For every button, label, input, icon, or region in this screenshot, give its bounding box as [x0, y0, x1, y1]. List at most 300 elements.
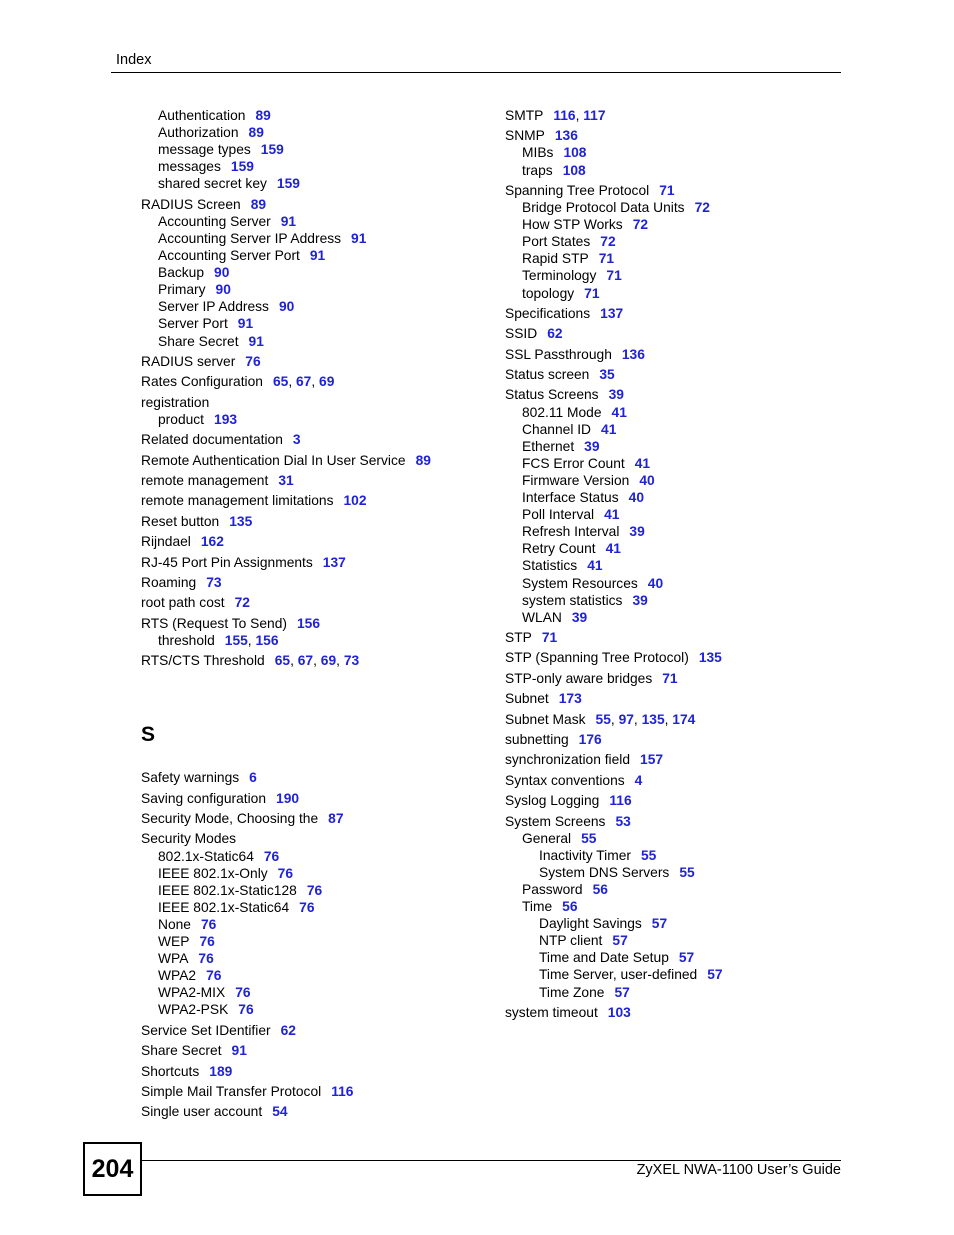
page-refs — [600, 306, 623, 321]
page-refs — [559, 691, 582, 706]
page-refs — [235, 595, 250, 610]
section-spacer — [141, 669, 431, 723]
page-link[interactable]: 67 — [295, 374, 312, 390]
page-link[interactable]: 76 — [277, 865, 294, 881]
page-link[interactable]: 55 — [581, 830, 597, 846]
page-link[interactable]: 87 — [328, 811, 344, 827]
index-term: WLAN — [522, 609, 562, 625]
page-refs — [635, 773, 643, 788]
page-link[interactable]: 71 — [541, 630, 558, 646]
index-term: Firmware Version — [522, 472, 630, 488]
page-refs — [206, 575, 221, 590]
index-term: Statistics — [522, 558, 578, 574]
page-link[interactable]: 55 — [641, 847, 657, 863]
index-entry — [141, 984, 431, 1001]
index-term: Time — [522, 899, 553, 915]
index-entry — [505, 127, 723, 144]
page-link[interactable]: 108 — [562, 162, 586, 178]
page-link[interactable]: 39 — [629, 524, 645, 540]
page-link[interactable]: 73 — [206, 574, 222, 590]
page-link[interactable]: 135 — [641, 711, 665, 727]
page-link[interactable]: 39 — [632, 592, 648, 608]
index-term: Specifications — [505, 305, 591, 321]
page-refs — [279, 299, 294, 314]
index-term: WPA2 — [158, 968, 197, 984]
index-term: How STP Works — [522, 217, 623, 233]
index-entry — [141, 830, 431, 847]
index-term: Accounting Server IP Address — [158, 230, 342, 246]
index-entry — [505, 346, 723, 363]
page-link[interactable]: 76 — [235, 985, 251, 1001]
page-refs — [351, 231, 366, 246]
page-link[interactable]: 72 — [632, 217, 649, 233]
page-link[interactable]: 91 — [248, 333, 264, 349]
page-link[interactable]: 54 — [272, 1104, 288, 1120]
index-term: shared secret key — [158, 176, 267, 192]
page-refs — [261, 142, 284, 157]
index-entry — [505, 233, 723, 250]
index-term: RTS/CTS Threshold — [141, 653, 265, 669]
page-refs — [199, 934, 214, 949]
section-spacer-after — [141, 747, 431, 769]
index-entry — [505, 649, 723, 666]
page-link[interactable]: 90 — [215, 282, 231, 298]
index-list-s-left — [141, 769, 431, 1120]
page-link[interactable]: 41 — [611, 404, 627, 420]
index-term: Interface Status — [522, 490, 619, 506]
page-refs — [278, 473, 293, 488]
index-entry — [505, 250, 723, 267]
index-entry — [141, 632, 431, 649]
page-link[interactable]: 57 — [678, 950, 695, 966]
index-term: Retry Count — [522, 541, 596, 557]
index-entry — [141, 353, 431, 370]
page-link[interactable]: 76 — [199, 934, 215, 949]
page-link[interactable]: 41 — [605, 541, 621, 557]
index-entry — [505, 932, 723, 949]
page-refs — [641, 848, 656, 863]
page-link[interactable]: 67 — [297, 653, 314, 669]
page-link[interactable]: 135 — [698, 650, 722, 666]
page-link[interactable]: 76 — [299, 899, 315, 915]
index-term: traps — [522, 162, 553, 178]
page-refs — [659, 183, 674, 198]
index-entry — [505, 386, 723, 403]
page-link[interactable]: 91 — [309, 248, 326, 264]
page-link[interactable]: 136 — [554, 128, 578, 144]
page-refs — [229, 514, 252, 529]
index-entry — [505, 792, 723, 809]
page-refs — [601, 422, 616, 437]
page-refs — [216, 282, 231, 297]
index-entry — [505, 915, 723, 932]
index-entry — [141, 769, 431, 786]
index-entry — [505, 898, 723, 915]
index-entry — [141, 1083, 431, 1100]
index-term: WPA — [158, 951, 189, 967]
page-link[interactable]: 71 — [606, 268, 622, 284]
page-link[interactable]: 6 — [249, 770, 257, 786]
index-term: MIBs — [522, 145, 554, 161]
page-refs — [622, 347, 645, 362]
index-term: Terminology — [522, 268, 597, 284]
index-entry — [141, 492, 431, 509]
page-link[interactable]: 116 — [553, 108, 576, 123]
index-entry — [505, 830, 723, 847]
index-entry — [505, 199, 723, 216]
page-link[interactable]: 136 — [621, 346, 645, 362]
index-term: RJ-45 Port Pin Assignments — [141, 554, 313, 570]
index-entry — [505, 325, 723, 342]
index-term: SNMP — [505, 128, 545, 144]
index-entry — [141, 452, 431, 469]
index-entry — [505, 182, 723, 199]
index-term: General — [522, 830, 572, 846]
page-link[interactable]: 72 — [694, 200, 710, 216]
index-entry — [141, 281, 431, 298]
index-term: synchronization field — [505, 752, 631, 768]
page-refs — [584, 439, 599, 454]
index-column-right — [505, 107, 723, 1021]
page-link[interactable]: 53 — [615, 813, 631, 829]
page-link[interactable]: 57 — [612, 933, 628, 949]
index-entry — [505, 285, 723, 302]
index-entry — [505, 438, 723, 455]
index-term: System Resources — [522, 575, 638, 591]
page-link[interactable]: 159 — [276, 176, 300, 192]
page-link[interactable]: 91 — [351, 230, 367, 246]
page-link[interactable]: 62 — [280, 1022, 296, 1038]
page-link[interactable]: 117 — [583, 108, 606, 123]
page-link[interactable]: 76 — [200, 916, 217, 932]
page-link[interactable]: 89 — [248, 125, 264, 141]
page-link[interactable]: 76 — [206, 968, 222, 984]
index-entry — [505, 629, 723, 646]
page-refs — [297, 616, 320, 631]
page-link[interactable]: 69 — [320, 653, 337, 669]
page-link[interactable]: 72 — [234, 595, 250, 611]
page-refs — [201, 917, 216, 932]
page-link[interactable]: 190 — [276, 790, 300, 806]
index-term: Port States — [522, 234, 591, 250]
index-term: SSL Passthrough — [505, 346, 612, 362]
page-link[interactable]: 189 — [209, 1063, 233, 1079]
index-entry — [505, 366, 723, 383]
page-link[interactable]: 41 — [634, 455, 651, 471]
page-link[interactable]: 39 — [584, 438, 600, 454]
page-refs — [579, 732, 602, 747]
page-link[interactable]: 159 — [230, 159, 254, 175]
page-link[interactable]: 71 — [584, 285, 600, 301]
page-link[interactable]: 116 — [609, 793, 632, 809]
index-entry — [505, 472, 723, 489]
page-link[interactable]: 40 — [639, 472, 655, 488]
page-link[interactable]: 135 — [229, 513, 253, 529]
index-term: registration — [141, 394, 210, 410]
page-link[interactable]: 91 — [237, 316, 254, 332]
page-link[interactable]: 89 — [255, 108, 271, 123]
index-term: threshold — [158, 632, 215, 648]
index-term: System Screens — [505, 813, 606, 829]
index-entry — [505, 690, 723, 707]
index-term: Refresh Interval — [522, 524, 620, 540]
page-link[interactable]: 31 — [278, 472, 294, 488]
page-link[interactable]: 65 — [274, 653, 291, 669]
index-entry — [141, 298, 431, 315]
page-link[interactable]: 76 — [238, 1002, 254, 1018]
page-link[interactable]: 137 — [600, 305, 624, 321]
page-refs — [225, 633, 279, 648]
index-entry — [505, 751, 723, 768]
index-entry — [141, 810, 431, 827]
page-link[interactable]: 3 — [292, 432, 301, 448]
index-term: Ethernet — [522, 438, 575, 454]
index-entry — [141, 431, 431, 448]
page-link[interactable]: 102 — [343, 493, 367, 509]
index-entry — [505, 404, 723, 421]
page-refs — [555, 128, 578, 143]
page-link[interactable]: 116 — [331, 1083, 354, 1099]
index-entry — [141, 790, 431, 807]
page-link[interactable]: 39 — [571, 609, 588, 625]
page-link[interactable]: 89 — [250, 196, 267, 212]
page-link[interactable]: 72 — [600, 234, 616, 250]
page-refs — [599, 367, 614, 382]
page-refs — [615, 814, 630, 829]
page-refs — [209, 1064, 232, 1079]
index-term: Password — [522, 881, 583, 897]
page-link[interactable]: 176 — [578, 732, 602, 748]
page-link[interactable]: 4 — [634, 772, 643, 788]
section-letter-s: S — [141, 723, 156, 747]
index-entry — [141, 865, 431, 882]
page-refs — [635, 456, 650, 471]
page-link[interactable]: 97 — [618, 711, 634, 727]
page-link[interactable]: 193 — [214, 411, 238, 427]
index-entry — [141, 594, 431, 611]
index-entry — [141, 1001, 431, 1018]
index-entry — [505, 162, 723, 179]
index-term: Bridge Protocol Data Units — [522, 200, 685, 216]
page-link[interactable]: 55 — [679, 864, 695, 880]
page-refs — [572, 610, 587, 625]
index-term: Status screen — [505, 367, 590, 383]
page-link[interactable]: 76 — [245, 353, 261, 369]
index-entry — [505, 711, 723, 728]
index-entry — [141, 1042, 431, 1059]
page-refs — [328, 811, 343, 826]
page-link[interactable]: 156 — [296, 615, 320, 631]
page-link[interactable]: 62 — [547, 326, 563, 342]
index-term: RADIUS server — [141, 353, 236, 369]
page-link[interactable]: 76 — [198, 951, 214, 967]
page-refs — [201, 534, 224, 549]
page-refs — [276, 791, 299, 806]
index-entry — [141, 158, 431, 175]
page-separator: , — [290, 653, 298, 669]
page-refs — [640, 752, 663, 767]
page-link[interactable]: 90 — [214, 265, 230, 281]
index-list-s-right — [505, 107, 723, 1021]
index-entry — [505, 506, 723, 523]
page-link[interactable]: 41 — [604, 507, 620, 523]
page-refs — [652, 916, 667, 931]
page-separator: , — [575, 108, 584, 123]
index-entry — [505, 557, 723, 574]
index-term: FCS Error Count — [522, 455, 625, 471]
index-term: Daylight Savings — [539, 916, 642, 932]
index-term: 802.11 Mode — [522, 404, 602, 420]
index-term: Saving configuration — [141, 790, 267, 806]
page-refs — [609, 387, 624, 402]
index-entry — [141, 899, 431, 916]
page-refs — [273, 374, 334, 389]
index-term: messages — [158, 159, 221, 175]
index-term: None — [158, 916, 191, 932]
page-refs — [563, 145, 586, 160]
page-link[interactable]: 137 — [322, 554, 346, 570]
index-entry — [141, 411, 431, 428]
page-link[interactable]: 56 — [592, 881, 608, 897]
index-entry — [141, 394, 431, 411]
index-term: Security Modes — [141, 831, 237, 847]
footer-rule — [140, 1160, 841, 1161]
page-refs — [249, 770, 257, 785]
index-entry — [141, 513, 431, 530]
index-entry — [141, 472, 431, 489]
index-entry — [141, 554, 431, 571]
page-separator: , — [633, 711, 642, 727]
index-term: Reset button — [141, 513, 220, 529]
page-separator: , — [610, 711, 619, 727]
index-term: IEEE 802.1x-Static128 — [158, 882, 297, 898]
page-refs — [299, 900, 314, 915]
page-link[interactable]: 55 — [595, 711, 611, 727]
page-link[interactable]: 65 — [272, 374, 289, 390]
index-entry — [141, 175, 431, 192]
page-link[interactable]: 40 — [628, 490, 644, 506]
page-link[interactable]: 173 — [558, 691, 582, 707]
page-link[interactable]: 41 — [601, 421, 617, 437]
page-refs — [633, 217, 648, 232]
index-entry — [141, 916, 431, 933]
page-link[interactable]: 40 — [647, 575, 664, 591]
page-link[interactable]: 155 — [224, 632, 248, 648]
index-entry — [141, 333, 431, 350]
page-link[interactable]: 39 — [608, 387, 624, 403]
index-term: Syntax conventions — [505, 772, 625, 788]
page-refs — [606, 541, 621, 556]
page-link[interactable]: 56 — [562, 899, 578, 915]
index-term: system timeout — [505, 1004, 598, 1020]
page-refs — [235, 985, 250, 1000]
page-link[interactable]: 157 — [640, 752, 664, 768]
page-link[interactable]: 76 — [306, 882, 323, 898]
index-term: WPA2-MIX — [158, 985, 226, 1001]
index-term: RADIUS Screen — [141, 196, 241, 212]
page-link[interactable]: 91 — [280, 213, 297, 229]
index-term: Channel ID — [522, 421, 592, 437]
page-link[interactable]: 57 — [651, 916, 668, 932]
page-link[interactable]: 174 — [672, 711, 696, 727]
page-link[interactable]: 162 — [200, 534, 224, 550]
page-link[interactable]: 159 — [260, 142, 284, 158]
index-term: Safety warnings — [141, 770, 240, 786]
page-separator: , — [664, 711, 673, 727]
index-term: STP — [505, 630, 532, 646]
index-term: SMTP — [505, 108, 544, 123]
page-refs — [612, 405, 627, 420]
index-entry — [505, 107, 723, 124]
page-refs — [581, 831, 596, 846]
index-term: remote management — [141, 472, 269, 488]
index-entry — [141, 264, 431, 281]
page-separator: , — [288, 374, 296, 390]
page-link[interactable]: 90 — [278, 299, 295, 315]
page-refs — [629, 524, 644, 539]
index-term: Spanning Tree Protocol — [505, 182, 650, 198]
index-term: Server IP Address — [158, 299, 269, 315]
index-entry — [505, 881, 723, 898]
page-link[interactable]: 89 — [415, 452, 431, 468]
page-link[interactable]: 76 — [263, 848, 280, 864]
page-link[interactable]: 69 — [319, 374, 335, 390]
index-entry — [141, 967, 431, 984]
index-entry — [505, 575, 723, 592]
index-entry — [141, 882, 431, 899]
page-refs — [679, 865, 694, 880]
page-link[interactable]: 73 — [343, 653, 360, 669]
index-term: SSID — [505, 326, 538, 342]
page-refs — [281, 1023, 296, 1038]
index-entry — [505, 670, 723, 687]
page-link[interactable]: 108 — [563, 145, 587, 161]
page-refs — [632, 593, 647, 608]
page-refs — [609, 793, 631, 808]
index-term: Poll Interval — [522, 507, 595, 523]
page-refs — [214, 412, 237, 427]
index-entry — [141, 652, 431, 669]
index-entry — [141, 141, 431, 158]
page-link[interactable]: 57 — [614, 984, 630, 1000]
index-term: IEEE 802.1x-Static64 — [158, 899, 290, 915]
page-refs — [695, 200, 710, 215]
page-refs — [249, 125, 264, 140]
index-entry — [505, 609, 723, 626]
page-link[interactable]: 103 — [607, 1004, 631, 1020]
index-term: product — [158, 411, 205, 427]
page-refs — [238, 316, 253, 331]
page-link[interactable]: 91 — [231, 1043, 247, 1059]
page-link[interactable]: 71 — [659, 182, 675, 198]
page-link[interactable]: 35 — [599, 367, 615, 383]
page-refs — [214, 265, 229, 280]
page-link[interactable]: 71 — [662, 670, 678, 686]
page-link[interactable]: 41 — [587, 558, 603, 574]
page-refs — [707, 967, 722, 982]
index-term: system statistics — [522, 592, 623, 608]
index-entry — [505, 421, 723, 438]
page-header-title: Index — [116, 52, 152, 68]
page-link[interactable]: 156 — [255, 632, 279, 648]
page-link[interactable]: 71 — [598, 251, 615, 267]
page-refs — [272, 1104, 287, 1119]
page-refs — [232, 1043, 247, 1058]
page-link[interactable]: 57 — [707, 967, 723, 983]
index-term: Authorization — [158, 125, 239, 141]
index-term: Security Mode, Choosing the — [141, 811, 319, 827]
index-term: Primary — [158, 282, 206, 298]
